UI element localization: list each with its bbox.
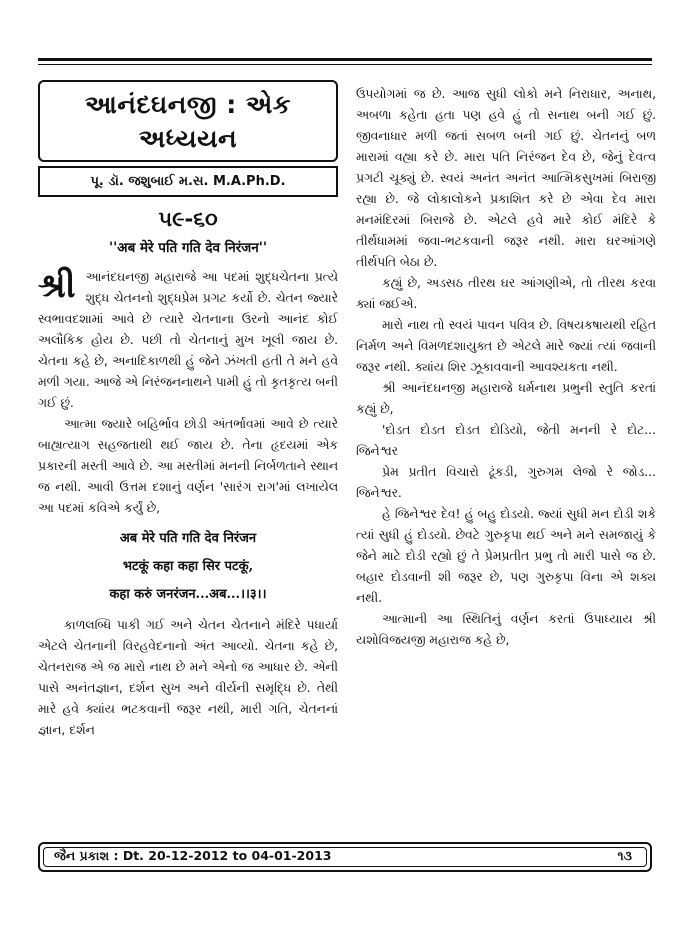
- title-box: [38, 80, 338, 162]
- verse-line: कहा करुं जनरंजन...अब...।।३।।: [109, 587, 267, 602]
- paragraph: આત્મા જ્યારે બહિર્ભાવ છોડી અંતર્ભાવમાં આવે છે ત્યારે બાહ્યત્યાગ સહજતાથી થઈ જાય છે. તેના હૃદયમાં એક પ્રકારની મસ્તી આવે છે. આ મસ્તીમાં મનની નિર્બળતાને સ્થાન જ નથી. આવી ઉત્તમ દશાનું વર્ણન 'સારંગ રાગ'માં લખાયેલ આ પદમાં કવિએ કર્યું છે,: [38, 417, 338, 515]
- hindi-heading: ''अब मेरे पति गति देव निरंजन'': [109, 240, 267, 256]
- page-number: ૧૩: [617, 848, 632, 863]
- page-footer: [38, 842, 652, 872]
- verse-line: अब मेरे पति गति देव निरंजन: [119, 531, 257, 546]
- section-number: ૫૯-૬૦: [158, 207, 218, 231]
- paragraph-text: આનંદઘનજી મહારાજે આ પદમાં શુદ્ધચેતના પ્રત્યે શુદ્ધ ચેતનનો શુદ્ધપ્રેમ પ્રગટ કર્યો છે. ચેતન જ્યારે સ્વભાવદશામાં આવે છે ત્યારે ચેતનાના ઉરનો આનંદ કોઈ અલૌકિક હોય છે. પછી તો ચેતનાનું મુખ ખૂલી જાય છે. ચેતના કહે છે, અનાદિકાળથી હું જેને ઝંખતી હતી તે મને હવે મળી ગયા. આજે એ નિરંજનનાથને પામી હું તો કૃતકૃત્ય બની ગઈ છું.: [38, 270, 338, 410]
- verse-line: भटकूं कहा कहा सिर पटकूं,: [122, 559, 254, 574]
- paragraph: શ્રી આનંદઘનજી મહારાજે ધર્મનાથ પ્રભુની સ્તુતિ કરતાં કહ્યું છે,: [356, 381, 656, 416]
- paragraph: મારો નાથ તો સ્વયં પાવન પવિત્ર છે. વિષયકષાયથી રહિત નિર્મળ અને વિમળદશાયુક્ત છે એટલે મારે જ્યાં ત્યાં જવાની જરૂર નથી. ક્યાંય શિર ઝૂકાવવાની આવશ્યકતા નથી.: [356, 318, 656, 374]
- left-column: [38, 80, 338, 741]
- author-line: પૂ. ડૉ. જશુબાઈ મ.સ. M.A.Ph.D.: [38, 166, 338, 197]
- paragraph: ઉપયોગમાં જ છે. આજ સુધી લોકો મને નિરાધાર, અનાથ, અબળા કહેતા હતા પણ હવે હું તો સનાથ બની ગઈ છું. જીવનાધાર મળી જતાં સબળ બની ગઈ છું. ચેતનનું બળ મારામાં વહ્યા કરે છે. મારા પતિ નિરંજન દેવ છે, જેનું દેવત્વ પ્રગટી ચૂક્યું છે. સ્વયં અનંત અનંત આત્મિકસુખમાં બિરાજી રહ્યા છે. જે લોકાલોકને પ્રકાશિત કરે છે એવા દેવ મારા મનમંદિરમાં બિરાજે છે. એટલે હવે મારે કોઈ મંદિરે કે તીર્થધામમાં જવા-ભટકવાની જરૂર નથી. મારા ઘરઆંગણે તીર્થપતિ બેઠા છે.: [356, 87, 656, 269]
- quote-line: 'દોડત દોડત દોડત દોડિયો, જેતી મનની રે દોટ... જિનેશ્વર: [356, 423, 656, 458]
- right-column: [356, 84, 656, 651]
- paragraph: કહ્યું છે, અડસઠ તીરથ ઘર આંગણીએ, તો તીરથ કરવા ક્યાં જઈએ.: [356, 276, 656, 311]
- article-title: આનંદઘનજી : એક અધ્યયન: [85, 90, 291, 153]
- paragraph: કાળલબ્ધિ પાકી ગઈ અને ચેતન ચેતનાને મંદિરે પધાર્યા એટલે ચેતનાની વિરહવેદનાનો અંત આવ્યો. ચેતના કહે છે, ચેતનરાજ એ જ મારો નાથ છે મને એનો જ આધાર છે. એની પાસે અનંતજ્ઞાન, દર્શન સુખ અને વીર્યની સમૃદ્ધિ છે. તેથી મારે હવે ક્યાંય ભટકવાની જરૂર નથી, મારી ગતિ, ચેતનનાં જ્ઞાન, દર્શન: [38, 618, 338, 737]
- top-rule-thin: [38, 64, 652, 65]
- intro-paragraph: [38, 267, 338, 414]
- paragraph: આત્માની આ સ્થિતિનું વર્ણન કરતાં ઉપાધ્યાય શ્રી યશોવિજયજી મહારાજ કહે છે,: [356, 612, 656, 647]
- drop-cap: શ્રી: [38, 266, 76, 306]
- top-rule-thick: [38, 58, 652, 61]
- paragraph: હે જિનેશ્વર દેવ! હું બહુ દોડયો. જ્યાં સુધી મન દોડી શકે ત્યાં સુધી હું દોડયો. છેવટે ગુરુકૃપા થઈ અને મને સમજાયું કે જેને માટે દોડી રહ્યો છું તે પ્રેમપ્રતીત પ્રભુ તો મારી પાસે જ છે. બહાર દોડવાની શી જરૂર છે, પણ ગુરુકૃપા વિના એ શક્ય નથી.: [356, 507, 656, 605]
- publication-info: જૈન પ્રકાશ : Dt. 20-12-2012 to 04-01-2013: [54, 848, 332, 863]
- verse-block: [38, 525, 338, 609]
- quote-line: પ્રેમ પ્રતીત વિચારો ઢૂંકડી, ગુરુગમ લેજો રે જોડ... જિનેશ્વર.: [356, 465, 656, 500]
